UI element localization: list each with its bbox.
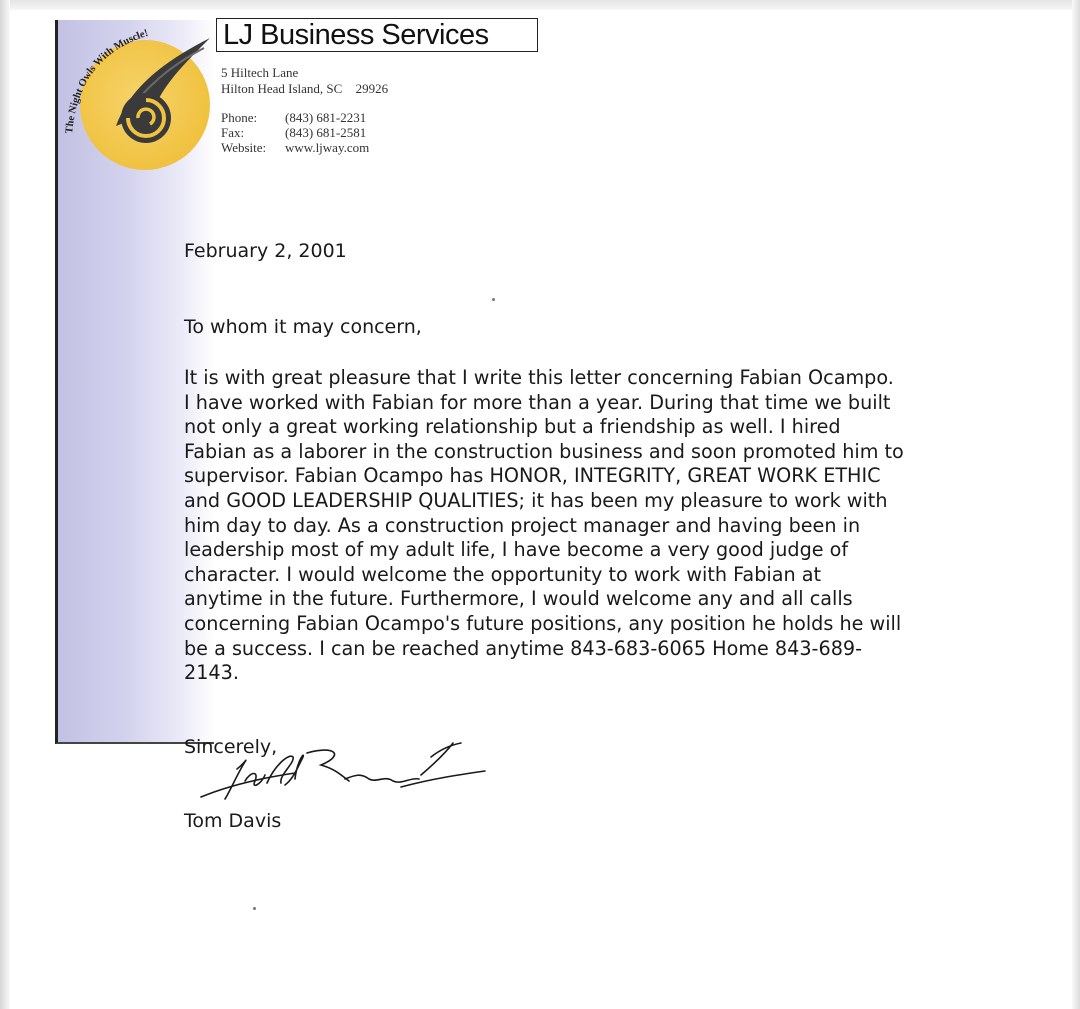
company-name-box — [216, 18, 538, 52]
handwritten-signature-icon — [185, 735, 495, 810]
body-line: concerning Fabian Ocampo's future positions, any position he holds he will — [184, 611, 902, 635]
scan-speck — [253, 907, 256, 910]
body-line: character. I would welcome the opportunity to work with Fabian at — [184, 562, 821, 586]
body-line: Fabian as a laborer in the construction business and soon promoted him to — [184, 439, 904, 463]
body-line: not only a great working relationship but a friendship as well. I hired — [184, 415, 841, 439]
letter-closing: Sincerely, — [184, 736, 278, 758]
website-row — [221, 140, 369, 155]
owl-swirl-logo-icon — [58, 14, 218, 184]
body-line: leadership most of my adult life, I have become a very good judge of — [184, 538, 849, 562]
phone-label: Phone: — [221, 110, 258, 125]
letter-body — [184, 366, 984, 686]
body-line: It is with great pleasure that I write this letter concerning Fabian Ocampo. — [184, 366, 894, 389]
body-line: him day to day. As a construction project manager and having been in — [184, 513, 861, 537]
body-line: I have worked with Fabian for more than a year. During that time we built — [184, 390, 891, 414]
address-line-2 — [221, 81, 388, 97]
company-name: LJ Business Services — [223, 18, 489, 51]
logo-tagline: The Night Owls With Muscle! — [64, 27, 150, 135]
website-label: Website: — [221, 140, 267, 155]
company-address — [221, 65, 388, 97]
scan-left-edge — [0, 0, 10, 1009]
fax-number: (843) 681-2581 — [285, 125, 367, 140]
address-city-state: Hilton Head Island, SC — [221, 81, 343, 96]
phone-number: (843) 681-2231 — [285, 110, 367, 125]
scan-right-edge — [1072, 0, 1080, 1009]
body-line: anytime in the future. Furthermore, I would welcome any and all calls — [184, 587, 853, 611]
scan-speck — [492, 298, 495, 301]
signer-name: Tom Davis — [184, 810, 282, 832]
fax-label: Fax: — [221, 125, 245, 140]
body-line: and GOOD LEADERSHIP QUALITIES; it has been my pleasure to work with — [184, 488, 888, 512]
address-line-1: 5 Hiltech Lane — [221, 65, 299, 80]
letter-date: February 2, 2001 — [184, 240, 347, 262]
address-zip: 29926 — [355, 81, 389, 96]
website-url: www.ljway.com — [285, 140, 370, 155]
phone-row — [221, 110, 369, 125]
company-contact — [221, 110, 369, 155]
body-line: supervisor. Fabian Ocampo has HONOR, INTEGRITY, GREAT WORK ETHIC — [184, 464, 881, 488]
body-line: be a success. I can be reached anytime 843-683-6065 Home 843-689- — [184, 636, 863, 660]
fax-row — [221, 125, 369, 140]
body-line: 2143. — [184, 661, 239, 685]
letter-salutation: To whom it may concern, — [184, 316, 422, 338]
scan-top-edge — [0, 0, 1080, 10]
